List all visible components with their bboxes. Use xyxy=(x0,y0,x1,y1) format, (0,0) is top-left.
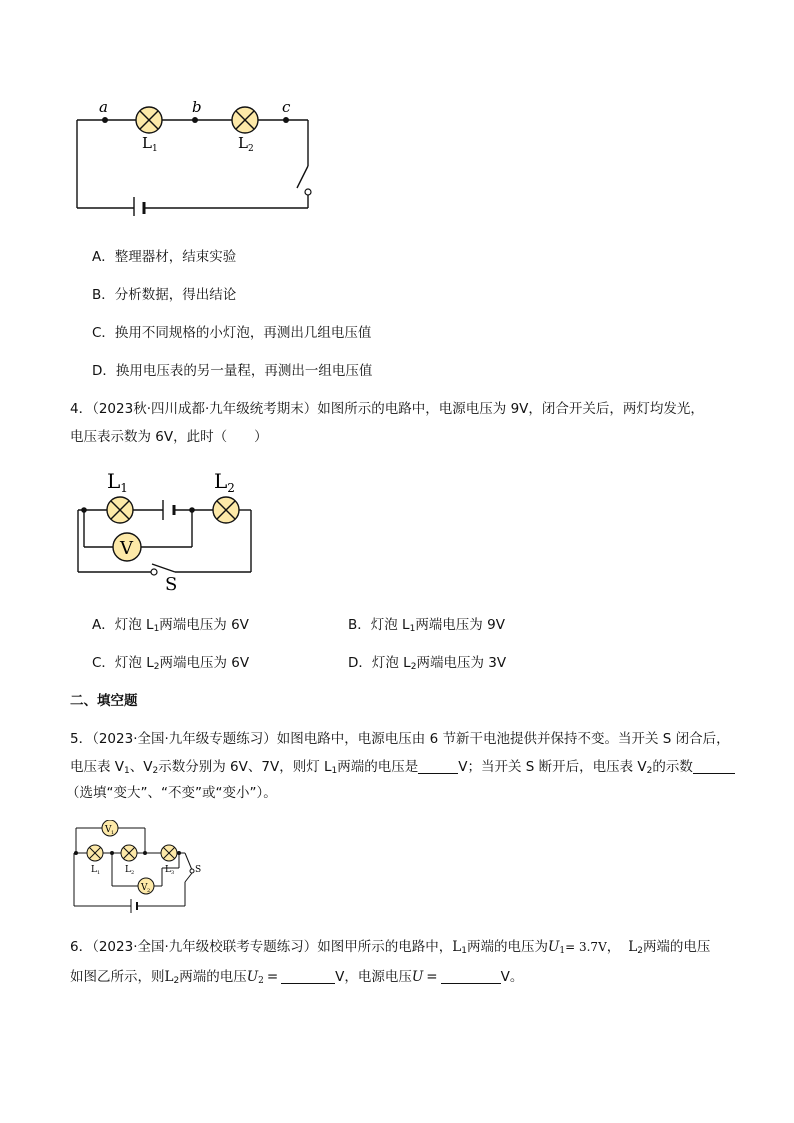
q4-option-c: C．灯泡 $L_2$两端电压为 6V xyxy=(92,655,250,672)
q5-line3: （选填“变大”、“不变”或“变小”）。 xyxy=(66,785,277,801)
q5-line1: 5．（2023·全国·九年级专题练习）如图电路中，电源电压由 6 节新干电池提供并保持不变。当开关 S 闭合后， xyxy=(70,731,730,747)
svg-text:2: 2 xyxy=(147,888,151,894)
q3-option-c: C．换用不同规格的小灯泡，再测出几组电压值 xyxy=(92,325,372,341)
q5-line2: 电压表 $V_1$、$V_2$示数分别为 6V、7V，则灯 $L_1$两端的电压是 V；当开关 S 断开后，电压表 $V_2$的示数 xyxy=(70,757,735,781)
lamp-l1 xyxy=(136,107,162,133)
q3-option-d: D．换用电压表的另一量程，再测出一组电压值 xyxy=(92,363,373,379)
circuit-diagram-q5 xyxy=(68,820,218,915)
lamp1-label: $L_1$ xyxy=(91,865,101,876)
lamp-l1 xyxy=(87,845,103,861)
answer-blank[interactable] xyxy=(418,759,458,774)
q4-option-b: B．灯泡 $L_1$两端电压为 9V xyxy=(348,617,505,634)
svg-text:V: V xyxy=(105,825,112,835)
point-a-label: a xyxy=(99,98,108,116)
lamp-l2 xyxy=(232,107,258,133)
voltmeter-v2 xyxy=(138,878,154,894)
q3-option-b: B．分析数据，得出结论 xyxy=(92,287,237,303)
lamp2-label: $L_2$ xyxy=(238,134,254,154)
answer-blank[interactable] xyxy=(693,759,735,774)
q6-line1: 6．（2023·全国·九年级校联考专题练习）如图甲所示的电路中，$L_1$两端的电压为$U_1= 3.7V$， $L_2$两端的电压 xyxy=(70,939,711,956)
svg-text:1: 1 xyxy=(111,830,115,836)
lamp-l2 xyxy=(213,497,239,523)
svg-text:V: V xyxy=(141,883,148,893)
q4-option-a: A．灯泡 $L_1$两端电压为 6V xyxy=(92,617,249,634)
answer-blank[interactable] xyxy=(441,969,501,984)
circuit-diagram-q3 xyxy=(70,96,320,216)
lamp2-label: $L_2$ xyxy=(125,865,135,876)
lamp-l2 xyxy=(121,845,137,861)
voltmeter xyxy=(113,533,141,561)
voltmeter-v1 xyxy=(102,820,118,836)
lamp-l1 xyxy=(107,497,133,523)
section-heading: 二、填空题 xyxy=(70,693,138,709)
answer-blank[interactable] xyxy=(281,969,335,984)
q4-stem-line2: 电压表示数为 6V，此时（ ） xyxy=(70,429,268,445)
switch-label: S xyxy=(195,865,202,875)
point-b-label: b xyxy=(192,98,202,116)
lamp1-label: $L_1$ xyxy=(107,469,128,495)
lamp1-label: $L_1$ xyxy=(142,134,158,154)
q4-stem-line1: 4．（2023秋·四川成都·九年级统考期末）如图所示的电路中，电源电压为 9V，闭合开关后，两灯均发光， xyxy=(70,401,704,417)
point-c-label: c xyxy=(282,98,291,116)
q3-option-a: A．整理器材，结束实验 xyxy=(92,249,237,265)
lamp-l3 xyxy=(161,845,177,861)
q6-line2: 如图乙所示，则$L_2$两端的电压$U_2 = V$，电源电压U = V。 xyxy=(70,969,524,986)
svg-text:V: V xyxy=(120,538,133,559)
circuit-diagram-q4 xyxy=(70,462,260,597)
lamp3-label: $L_3$ xyxy=(165,865,175,876)
q4-option-d: D．灯泡 $L_2$两端电压为 3V xyxy=(348,655,507,672)
lamp2-label: $L_2$ xyxy=(214,469,235,495)
switch-label: S xyxy=(165,574,178,595)
